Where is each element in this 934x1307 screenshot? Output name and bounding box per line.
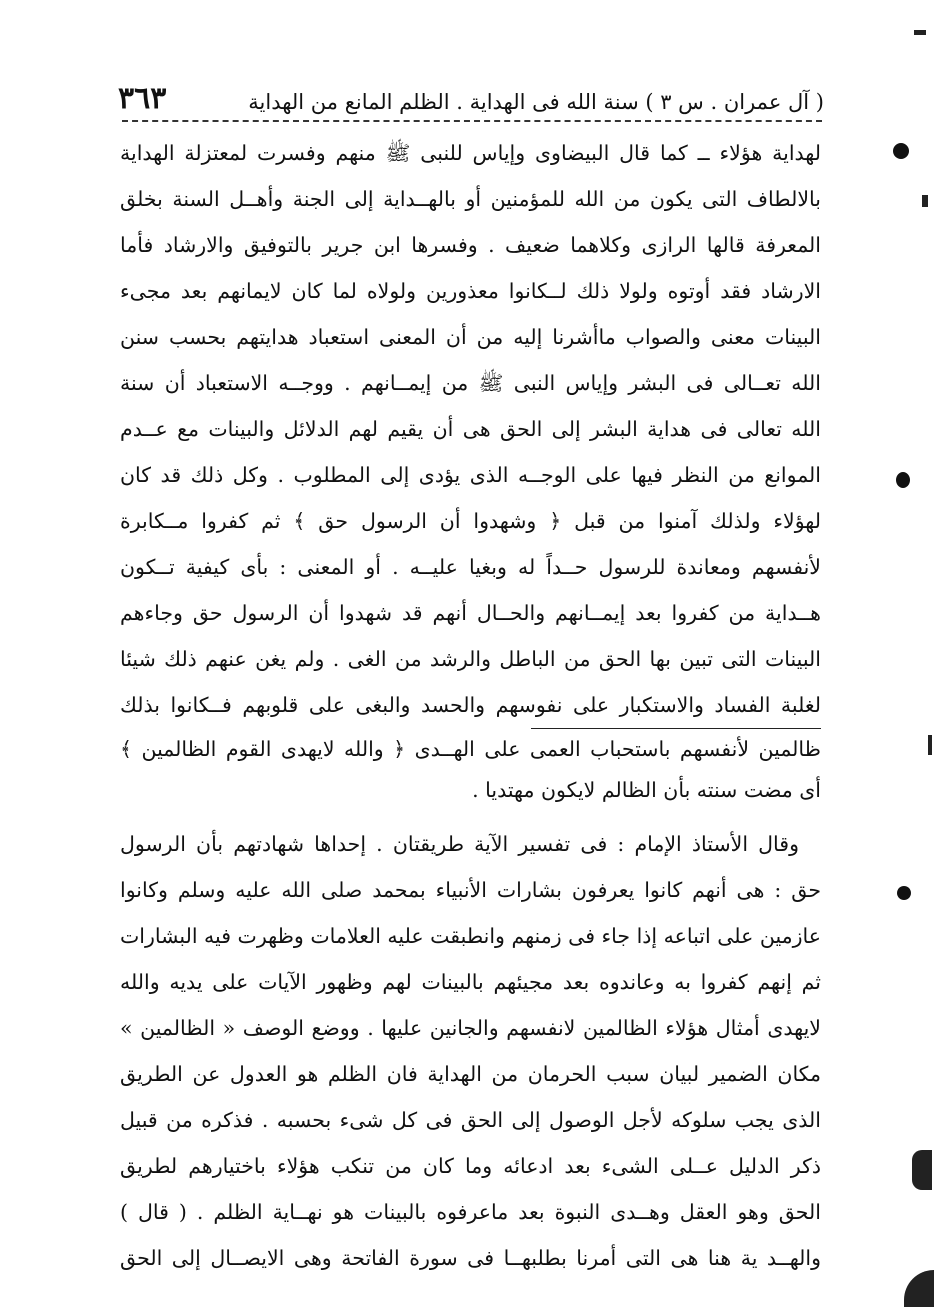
header-divider [122,120,822,122]
text-line: أى مضت سنته بأن الظالم لايكون مهتديا . [472,778,821,802]
scan-edge-mark [928,735,932,755]
text-line: ثم إنهم كفروا به وعاندوه بعد مجيئهم بالبينات لهم وظهور الآيات على يديه والله [120,970,821,994]
text-line: مكان الضمير لبيان سبب الحرمان من الهداية فان الظلم هو العدول عن الطريق [120,1062,821,1086]
page-number: ٣٦٣ [118,81,167,116]
binder-hole-mark [896,472,910,488]
scan-edge-mark [922,195,928,207]
text-line: لايهدى أمثال هؤلاء الظالمين لانفسهم والجانين عليها . ووضع الوصف « الظالمين » [120,1016,821,1040]
text-line: بالالطاف التى يكون من الله للمؤمنين أو بالهــداية إلى الجنة وأهــل السنة بخلق [120,187,821,211]
binder-hole-mark [897,886,911,900]
text-line: الحق وهو العقل وهــدى النبوة بعد ماعرفوه بالبينات هو نهــاية الظلم . ( قال ) [120,1200,821,1224]
section-underline [531,728,821,729]
text-line: حق : هى أنهم كانوا يعرفون بشارات الأنبياء بمحمد صلى الله عليه وسلم وكانوا [120,878,821,902]
text-line: الذى يجب سلوكه لأجل الوصول إلى الحق فى كل شىء بحسبه . فذكره من قبيل [120,1108,821,1132]
binder-hole-mark [893,143,909,159]
text-line: وقال الأستاذ الإمام : فى تفسير الآية طريقتان . إحداها شهادتهم بأن الرسول [120,832,799,856]
text-line: الموانع من النظر فيها على الوجــه الذى يؤدى إلى المطلوب . وكل ذلك قد كان [120,463,821,487]
text-line: الله تعالى فى هداية البشر إلى الحق هى أن يقيم لهم الدلائل والبينات مع عــدم [120,417,821,441]
text-line: البينات معنى والصواب ماأشرنا إليه من أن المعنى استعباد هدايتهم بحسب سنن [120,325,821,349]
text-line: البينات التى تبين بها الحق من الباطل والرشد من الغى . ولم يغن عنهم ذلك شيئا [120,647,821,671]
text-line: لأنفسهم ومعاندة للرسول حــداً له وبغيا عليــه . أو المعنى : بأى كيفية تــكون [120,555,821,579]
text-line: لهؤلاء ولذلك آمنوا من قبل ﴿ وشهدوا أن الرسول حق ﴾ ثم كفروا مــكابرة [120,509,821,533]
running-header [118,70,824,114]
text-line: هــداية من كفروا بعد إيمــانهم والحــال أنهم قد شهدوا أن الرسول حق وجاءهم [120,601,821,625]
text-line: المعرفة قالها الرازى وكلاهما ضعيف . وفسرها ابن جرير بالتوفيق والارشاد فأما [120,233,821,257]
header-title: ( آل عمران . س ٣ ) سنة الله فى الهداية . الظلم المانع من الهداية [248,90,824,114]
text-line: عازمين على اتباعه إذا جاء فى زمنهم وانطبقت عليه العلامات وظهرت فيه البشارات [120,924,821,948]
scan-edge-mark [914,30,926,35]
text-line: والهــد ية هنا هى التى أمرنا بطلبهــا فى سورة الفاتحة وهى الايصــال إلى الحق [120,1246,821,1270]
page-body [120,130,821,1281]
scan-edge-mark [904,1270,934,1307]
text-line: لغلبة الفساد والاستكبار على نفوسهم والحسد والبغى على قلوبهم فــكانوا بذلك [120,693,821,717]
text-line: لهداية هؤلاء ــ كما قال البيضاوى وإياس للنبى ﷺ منهم وفسرت لمعتزلة الهداية [120,141,821,165]
text-line: الارشاد فقد أوتوه ولولا ذلك لــكانوا معذورين ولولاه لما كان لايمانهم بعد مجىء [120,279,821,303]
text-line: ذكر الدليل عــلى الشىء بعد ادعائه وما كان من تنكب هؤلاء باختيارهم لطريق [120,1154,821,1178]
text-line: ظالمين لأنفسهم باستحباب العمى على الهــدى ﴿ والله لايهدى القوم الظالمين ﴾ [120,737,821,761]
text-line: الله تعــالى فى البشر وإياس النبى ﷺ من إيمــانهم . ووجــه الاستعباد أن سنة [120,371,821,395]
scan-edge-mark [912,1150,932,1190]
